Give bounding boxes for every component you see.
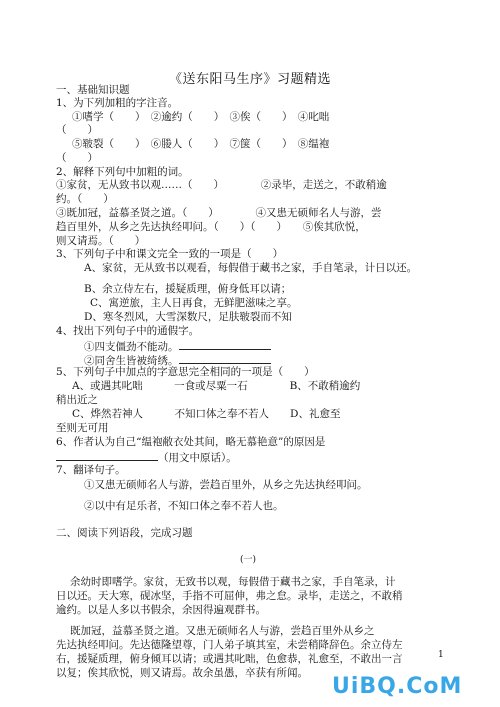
question-3-option-b: B、余立侍左右，援疑质理，俯身低耳以请； xyxy=(84,283,292,295)
question-4-a xyxy=(84,339,271,354)
question-2-e: 则又请焉。（ ） xyxy=(56,235,146,247)
question-5: 5、下列句子中加点的字意思完全相同的一项是（ ） xyxy=(56,366,315,378)
question-4: 4、找出下列句子中的通假字。 xyxy=(56,325,200,337)
question-1: 1、为下列加粗的字注音。 xyxy=(56,97,179,109)
answer-blank[interactable] xyxy=(179,339,271,350)
section-heading: 二、阅读下列语段，完成习题 xyxy=(56,527,193,539)
passage-line: 先达执经叩问。先达德隆望尊，门人弟子填其室，未尝稍降辞色。余立侍左 xyxy=(56,639,403,651)
question-7: 7、翻译句子。 xyxy=(56,464,126,476)
section-heading: 一、基础知识题 xyxy=(56,84,130,96)
question-7-a: ①又患无硕师名人与游，尝趋百里外，从乡之先达执经叩问。 xyxy=(84,479,368,491)
page-number: 1 xyxy=(438,650,444,660)
question-2-b: 约。（ ） xyxy=(56,193,114,205)
question-3-option-a: A、家贫，无从致书以观看，每假借于藏书之家，手自笔录，计日以还。 xyxy=(84,262,418,274)
site-watermark: UiBQ.CoM xyxy=(332,674,463,699)
question-5-c: C、烨然若神人 不知口体之奉不若人 D、礼愈至 xyxy=(72,408,341,420)
question-2-a: ①家贫，无从致书以观……（ ） ②录毕，走送之，不敢稍逾 xyxy=(56,179,387,191)
question-6-cont xyxy=(56,450,237,465)
passage-line: 逾约。以是人多以书假余，余因得遍观群书。 xyxy=(56,604,266,616)
question-1-row2-cont: （ ） xyxy=(56,152,98,164)
question-4-b-text: ②同舍生皆被绮绣。 xyxy=(84,355,179,367)
question-3-option-d: D、寒冬烈风，大雪深数尺，足肤皲裂而不知 xyxy=(84,311,292,323)
answer-blank[interactable] xyxy=(179,353,271,364)
passage-number: (一) xyxy=(240,555,257,565)
question-6-hint: （用文中原话）。 xyxy=(158,452,237,464)
question-5-a: A、或遇其叱咄 一食或尽粟一石 B、不敢稍逾约 xyxy=(72,380,361,392)
question-1-row1: ①嗜学（ ） ②逾约（ ） ③俟（ ） ④叱咄 xyxy=(72,111,330,123)
question-1-row1-cont: （ ） xyxy=(56,124,98,136)
question-5-c-cont: 至则无可用 xyxy=(56,422,109,434)
question-2: 2、解释下列句中加粗的词。 xyxy=(56,166,189,178)
question-4-a-text: ①四支僵劲不能动。 xyxy=(84,341,179,353)
passage-line: 日以还。天大寒，砚冰坚，手指不可屈伸，弗之怠。录毕，走送之，不敢稍 xyxy=(56,590,403,602)
passage-line: 以复；俟其欣悦，则又请焉。故余虽愚，卒获有所闻。 xyxy=(56,667,308,679)
question-5-a-cont: 稍出近之 xyxy=(56,394,98,406)
page-title: 《送东阳马生序》习题精选 xyxy=(168,72,331,87)
passage-line: 既加冠，益慕圣贤之道。又患无硕师名人与游，尝趋百里外从乡之 xyxy=(70,625,375,637)
question-2-d: 趋百里外，从乡之先达执经叩问。（ ）（ ） ⑤俟其欣悦， xyxy=(56,221,366,233)
question-3-option-c: C、寓逆旅，主人日再食，无鲜肥滋味之享。 xyxy=(90,297,298,309)
question-6: 6、作者认为自己“缊袍敝衣处其间，略无慕艳意”的原因是 xyxy=(56,436,326,448)
question-3: 3、下列句子中和课文完全一致的一项是（ ） xyxy=(56,248,284,260)
question-7-b: ②以中有足乐者，不知口体之奉不若人也。 xyxy=(84,500,284,512)
answer-blank[interactable] xyxy=(56,450,158,461)
passage-line: 右，援疑质理，俯身倾耳以请；或遇其叱咄，色愈恭，礼愈至，不敢出一言 xyxy=(56,653,403,665)
question-2-c: ③既加冠，益慕圣贤之道。（ ） ④又患无硕师名人与游，尝 xyxy=(56,207,382,219)
passage-line: 余幼时即嗜学。家贫，无致书以观，每假借于藏书之家，手自笔录，计 xyxy=(70,576,396,588)
question-1-row2: ⑤皲裂（ ） ⑥媵人（ ） ⑦箧（ ） ⑧缊袍 xyxy=(72,138,330,150)
